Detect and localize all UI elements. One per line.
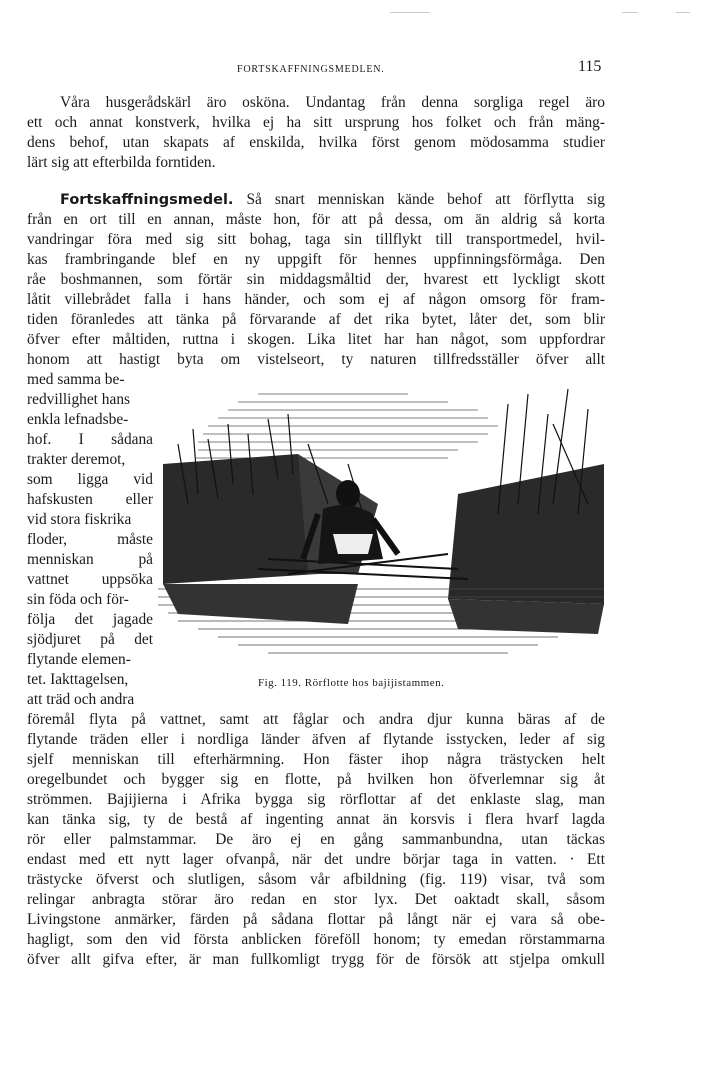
paragraph-line: oregelbundet och bygger sig en flotte, på hvilken hon öfverlemnar sig åt bbox=[27, 771, 605, 788]
narrow-line: att träd och andra bbox=[27, 691, 135, 708]
narrow-line: sin föda och för- bbox=[27, 591, 129, 608]
narrow-line: floder, måste bbox=[27, 531, 153, 548]
paragraph-line: endast med ett nytt lager ofvanpå, när det undre börjar taga in vatten. · Ett bbox=[27, 851, 605, 868]
paragraph-line: låtit villebrådet falla i hans händer, och som ej af någon omsorg för fram- bbox=[27, 291, 605, 308]
narrow-line: sjödjuret på det bbox=[27, 631, 153, 648]
narrow-line: hafskusten eller bbox=[27, 491, 153, 508]
narrow-line: som ligga vid bbox=[27, 471, 153, 488]
narrow-line: tet. Iakttagelsen, bbox=[27, 671, 129, 688]
paragraph-line: från en ort till en annan, måste hon, för att på dessa, om än aldrig så korta bbox=[27, 211, 605, 228]
paragraph-line: föremål flyta på vattnet, samt att fåglar och andra djur kunna bäras af de bbox=[27, 711, 605, 728]
narrow-line: följa det jagade bbox=[27, 611, 153, 628]
paragraph-line: strömmen. Bajijierna i Afrika bygga sig rörflottar af det enklaste slag, man bbox=[27, 791, 605, 808]
narrow-line: hof. I sådana bbox=[27, 431, 153, 448]
narrow-line: redvillighet hans bbox=[27, 391, 131, 408]
section-first-line bbox=[60, 190, 605, 210]
narrow-line: vid stora fiskrika bbox=[27, 511, 132, 528]
running-head: FORTSKAFFNINGSMEDLEN. bbox=[237, 64, 385, 75]
page-number: 115 bbox=[578, 58, 602, 75]
narrow-line: trakter deremot, bbox=[27, 451, 126, 468]
paragraph-line: honom att hastigt byta om vistelseort, ty naturen tillfredsställer öfver allt bbox=[27, 351, 605, 368]
scan-artifact bbox=[390, 12, 430, 13]
paragraph-line: relingar anbragta störar äro redan en stor lyx. Det oaktadt skall, såsom bbox=[27, 891, 605, 908]
narrow-line: med samma be- bbox=[27, 371, 125, 388]
narrow-line: menniskan på bbox=[27, 551, 153, 568]
section-heading: Fortskaffningsmedel. bbox=[60, 192, 234, 208]
paragraph-line: vandringar föra med sig sitt bohag, taga sin tillflykt till transportmedel, hvil- bbox=[27, 231, 605, 248]
narrow-line: vattnet uppsöka bbox=[27, 571, 153, 588]
paragraph-line: råe boshmannen, som förtär sin middagsmåltid der, hvarest ett lyckligt skott bbox=[27, 271, 605, 288]
paragraph-line: flytande träden eller i nordliga länder äfven af flytande isstycken, leder af sig bbox=[27, 731, 605, 748]
paragraph-line: sjelf menniskan till efterhärmning. Hon fäster ihop några trästycken helt bbox=[27, 751, 605, 768]
narrow-line: enkla lefnadsbe- bbox=[27, 411, 129, 428]
paragraph-line: hagligt, som den vid första anblicken föreföll honom; ty emedan rörstammarna bbox=[27, 931, 605, 948]
paragraph-line: öfver allt gifva efter, är man fullkomligt trygg för de försök att stjelpa omkull bbox=[27, 951, 605, 968]
paragraph-line: dens behof, utan skapats af enskilda, hvilka först genom mödosamma studier bbox=[27, 134, 605, 151]
paragraph-line: trästycke öfverst och slutligen, såsom vår afbildning (fig. 119) visar, två som bbox=[27, 871, 605, 888]
paragraph-line: öfver efter måltiden, ruttna i skogen. Lika litet har han något, som uppfordrar bbox=[27, 331, 605, 348]
sky-hatching bbox=[196, 394, 498, 458]
paragraph-line: kan tänka sig, ty de bestå af ingenting annat än korsvis i flera hvarf lagda bbox=[27, 811, 605, 828]
paragraph-line: lärt sig att efterbilda forntiden. bbox=[27, 154, 216, 171]
section-first-line-text: Så snart menniskan kände behof att förflytta sig bbox=[246, 191, 605, 208]
scan-artifact bbox=[622, 12, 638, 13]
figure-caption: Fig. 119. Rörflotte hos bajijistammen. bbox=[258, 677, 445, 689]
engraving-illustration bbox=[158, 384, 604, 668]
paragraph-line: Livingstone anmärker, färden på sådana flottar på långt när ej vara så obe- bbox=[27, 911, 605, 928]
paragraph-line: Våra husgerådskärl äro osköna. Undantag från denna sorgliga regel äro bbox=[60, 94, 605, 111]
scan-artifact bbox=[676, 12, 690, 13]
paragraph-line: tiden föranledes att tänka på förvarande af det rika bytet, låter det, som blir bbox=[27, 311, 605, 328]
narrow-line: flytande elemen- bbox=[27, 651, 131, 668]
paragraph-line: ett och annat konstverk, hvilka ej ha sitt ursprung hos folket och från mäng- bbox=[27, 114, 605, 131]
paragraph-line: rör eller palmstammar. De äro ej en gång sammanbundna, utan täckas bbox=[27, 831, 605, 848]
paragraph-line: kas frambringande blef en ny uppgift för hennes uppfinningsförmåga. Den bbox=[27, 251, 605, 268]
